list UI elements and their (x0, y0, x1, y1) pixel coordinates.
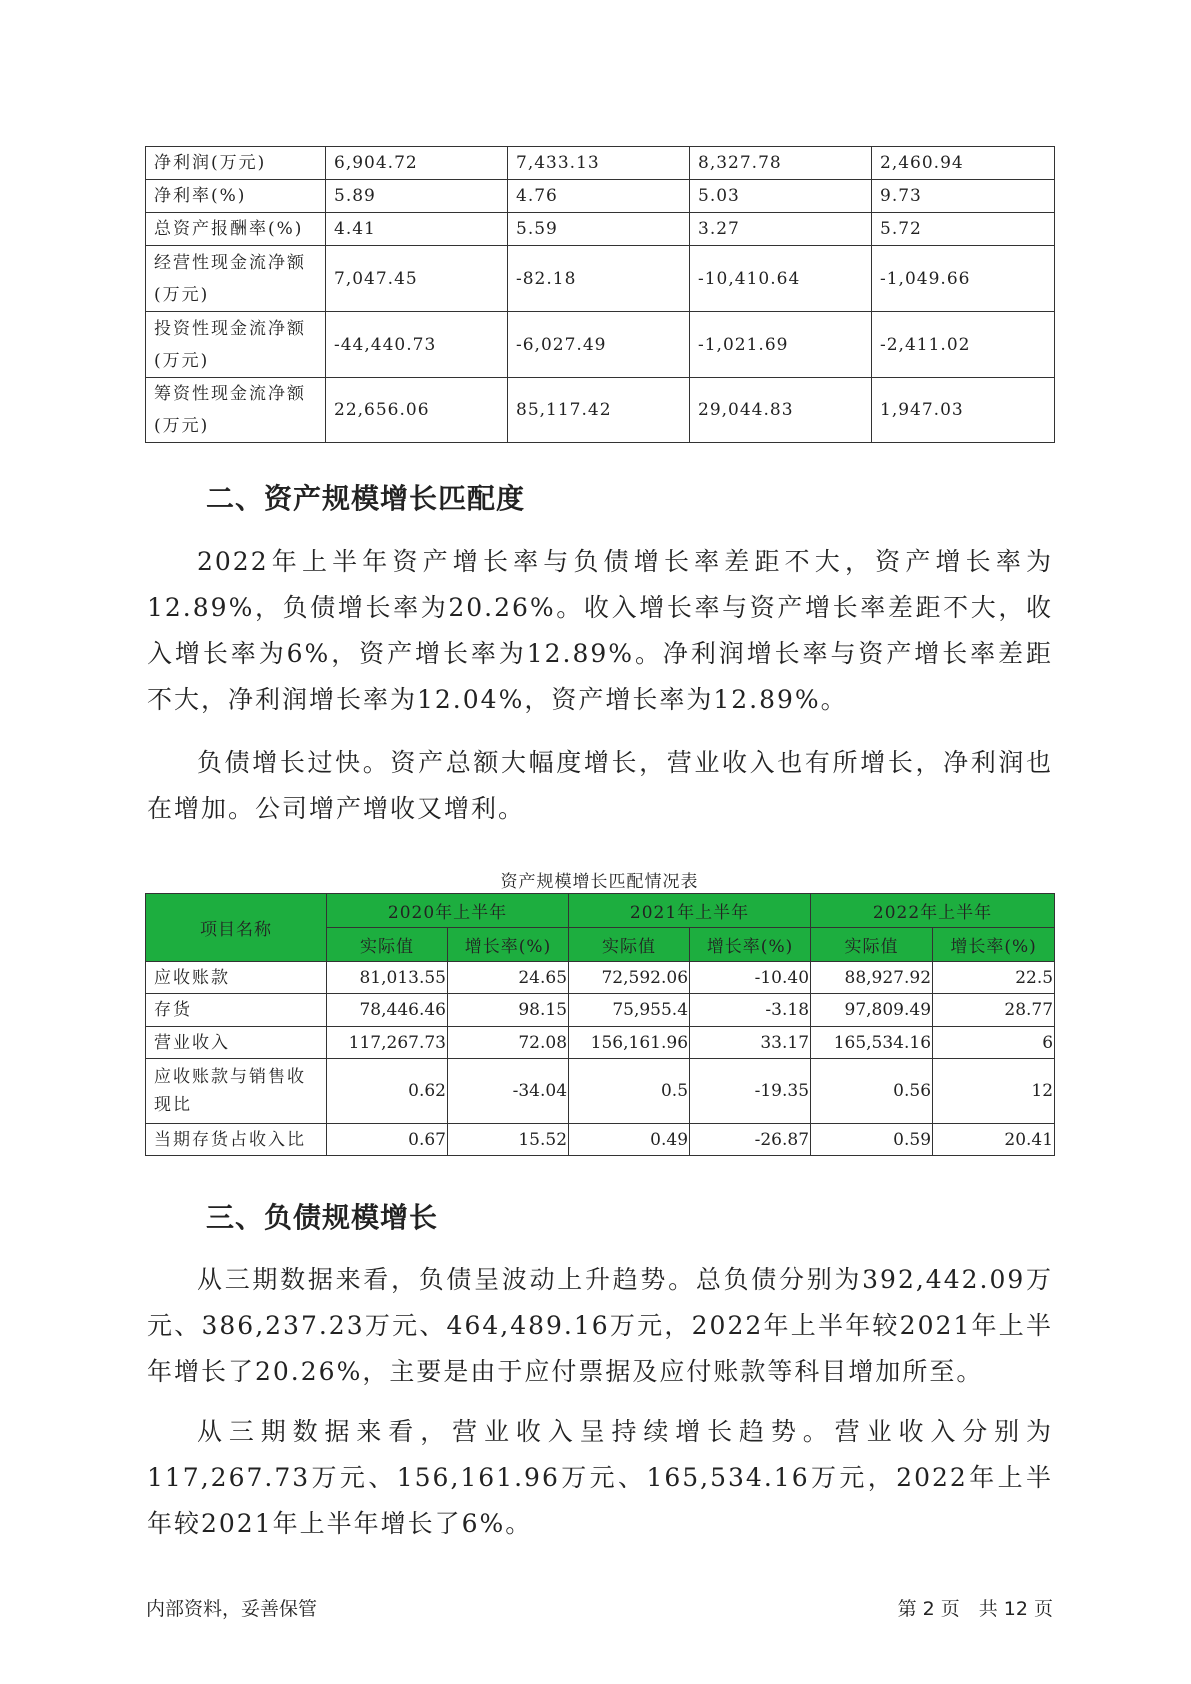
table-cell: -10.40 (690, 962, 811, 994)
table-cell: -1,021.69 (690, 312, 872, 378)
column-header: 2022年上半年 (811, 894, 1055, 928)
column-header: 实际值 (327, 928, 448, 962)
table-cell: 29,044.83 (690, 378, 872, 443)
table-cell: 20.41 (933, 1124, 1055, 1156)
row-label: 经营性现金流净额(万元) (146, 246, 326, 312)
table-cell: 0.59 (811, 1124, 933, 1156)
table-cell: 5.03 (690, 180, 872, 213)
row-label: 应收账款与销售收现比 (146, 1059, 327, 1124)
table-cell: 0.49 (569, 1124, 690, 1156)
table-cell: 5.89 (326, 180, 508, 213)
table-cell: 88,927.92 (811, 962, 933, 994)
table-row (146, 962, 1055, 994)
table-cell: 85,117.42 (508, 378, 690, 443)
table-row (146, 378, 1055, 443)
table-cell: 0.5 (569, 1059, 690, 1124)
row-label: 当期存货占收入比 (146, 1124, 327, 1156)
paragraph: 2022年上半年资产增长率与负债增长率差距不大，资产增长率为12.89%，负债增长率为20.26%。收入增长率与资产增长率差距不大，收入增长率为6%，资产增长率为12.89%。净利润增长率与资产增长率差距不大，净利润增长率为12.04%，资产增长率为12.89%。 (147, 547, 1053, 714)
table-cell: 72,592.06 (569, 962, 690, 994)
table-cell: 9.73 (872, 180, 1055, 213)
table-cell: 6,904.72 (326, 147, 508, 180)
table-cell: 97,809.49 (811, 994, 933, 1027)
paragraph: 负债增长过快。资产总额大幅度增长，营业收入也有所增长，净利润也在增加。公司增产增收又增利。 (147, 748, 1053, 823)
row-label: 筹资性现金流净额(万元) (146, 378, 326, 443)
row-label: 存货 (146, 994, 327, 1027)
row-label: 投资性现金流净额(万元) (146, 312, 326, 378)
section-heading: 二、资产规模增长匹配度 (206, 482, 526, 515)
table-row (146, 1124, 1055, 1156)
row-label: 应收账款 (146, 962, 327, 994)
table-cell: 24.65 (448, 962, 569, 994)
table-cell: 1,947.03 (872, 378, 1055, 443)
column-header: 增长率(%) (690, 928, 811, 962)
table-cell: -44,440.73 (326, 312, 508, 378)
column-header: 项目名称 (146, 894, 327, 962)
table-cell: 5.59 (508, 213, 690, 246)
paragraph: 从三期数据来看，负债呈波动上升趋势。总负债分别为392,442.09万元、386,237.23万元、464,489.16万元，2022年上半年较2021年上半年增长了20.26%，主要是由于应付票据及应付账款等科目增加所至。 (147, 1265, 1053, 1386)
asset-growth-table (145, 893, 1055, 1156)
table-cell: 28.77 (933, 994, 1055, 1027)
table-row (146, 246, 1055, 312)
table-cell: 0.56 (811, 1059, 933, 1124)
table-cell: -34.04 (448, 1059, 569, 1124)
table-cell: 4.41 (326, 213, 508, 246)
table-cell: 7,047.45 (326, 246, 508, 312)
table-caption: 资产规模增长匹配情况表 (500, 872, 699, 892)
table-cell: 8,327.78 (690, 147, 872, 180)
row-label: 净利率(%) (146, 180, 326, 213)
table-cell: 78,446.46 (327, 994, 448, 1027)
table-cell: 5.72 (872, 213, 1055, 246)
table-row (146, 213, 1055, 246)
table-cell: 22.5 (933, 962, 1055, 994)
row-label: 营业收入 (146, 1027, 327, 1059)
table-cell: 2,460.94 (872, 147, 1055, 180)
table-cell: 7,433.13 (508, 147, 690, 180)
footer-confidential-note: 内部资料，妥善保管 (146, 1598, 318, 1620)
table-cell: 4.76 (508, 180, 690, 213)
paragraph: 从三期数据来看，营业收入呈持续增长趋势。营业收入分别为117,267.73万元、156,161.96万元、165,534.16万元，2022年上半年较2021年上半年增长了6%。 (147, 1417, 1053, 1538)
table-cell: -1,049.66 (872, 246, 1055, 312)
column-header: 实际值 (811, 928, 933, 962)
section-heading: 三、负债规模增长 (206, 1201, 439, 1234)
table-cell: 75,955.4 (569, 994, 690, 1027)
table-row (146, 1059, 1055, 1124)
table-cell: 12 (933, 1059, 1055, 1124)
column-header: 实际值 (569, 928, 690, 962)
table-row (146, 147, 1055, 180)
row-label: 总资产报酬率(%) (146, 213, 326, 246)
table-cell: -2,411.02 (872, 312, 1055, 378)
table-row (146, 312, 1055, 378)
table-cell: -82.18 (508, 246, 690, 312)
table-cell: 22,656.06 (326, 378, 508, 443)
financial-indicator-table (145, 146, 1055, 443)
table-row (146, 180, 1055, 213)
table-cell: 156,161.96 (569, 1027, 690, 1059)
table-cell: 165,534.16 (811, 1027, 933, 1059)
table-cell: 98.15 (448, 994, 569, 1027)
table-cell: -19.35 (690, 1059, 811, 1124)
table-row (146, 1027, 1055, 1059)
table-header-row (146, 894, 1055, 928)
column-header: 2021年上半年 (569, 894, 811, 928)
column-header: 增长率(%) (448, 928, 569, 962)
table-row (146, 994, 1055, 1027)
column-header: 增长率(%) (933, 928, 1055, 962)
table-cell: 0.62 (327, 1059, 448, 1124)
table-cell: 6 (933, 1027, 1055, 1059)
table-cell: 81,013.55 (327, 962, 448, 994)
table-cell: -10,410.64 (690, 246, 872, 312)
table-cell: -6,027.49 (508, 312, 690, 378)
table-cell: 0.67 (327, 1124, 448, 1156)
page-number: 第 2 页 共 12 页 (897, 1598, 1053, 1620)
table-cell: -26.87 (690, 1124, 811, 1156)
table-cell: 33.17 (690, 1027, 811, 1059)
table-cell: 15.52 (448, 1124, 569, 1156)
table-cell: 72.08 (448, 1027, 569, 1059)
table-cell: -3.18 (690, 994, 811, 1027)
table-cell: 117,267.73 (327, 1027, 448, 1059)
row-label: 净利润(万元) (146, 147, 326, 180)
column-header: 2020年上半年 (327, 894, 569, 928)
table-cell: 3.27 (690, 213, 872, 246)
